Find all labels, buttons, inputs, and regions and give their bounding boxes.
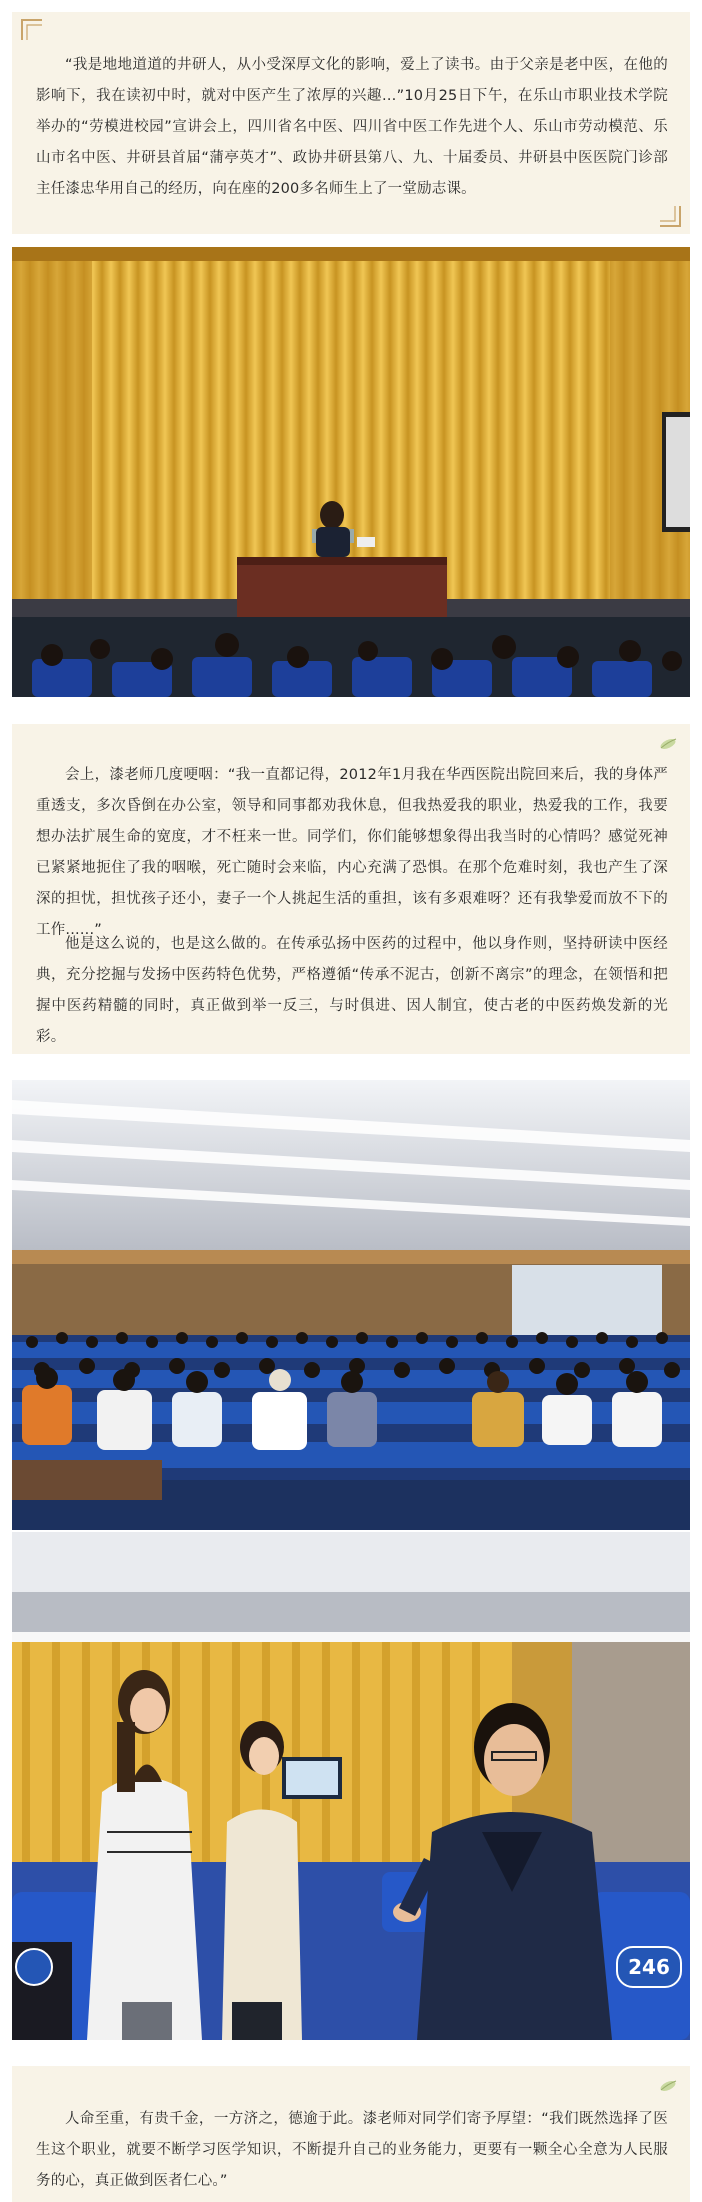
seat-number-label: 246: [628, 1955, 670, 1979]
corner-ornament-icon: [658, 204, 682, 228]
practice-paragraph: 他是这么说的，也是这么做的。在传承弘扬中医药的过程中，他以身作则，坚持研读中医经典，充分挖掘与发扬中医药特色优势，严格遵循“传承不泥古，创新不离宗”的理念，在领悟和把握中医药精髓的同时，真正做到举一反三，与时俱进、因人制宜，使古老的中医药焕发新的光彩。: [36, 936, 668, 1045]
leaf-ornament-icon: [656, 2072, 680, 2096]
speech-card: [12, 724, 690, 1054]
quote-paragraph: 会上，漆老师几度哽咽：“我一直都记得，2012年1月我在华西医院出院回来后，我的身体严重透支，多次昏倒在办公室，领导和同事都劝我休息，但我热爱我的职业，热爱我的工作，我要想办法扩展生命的宽度，才不枉来一世。同学们，你们能够想象得出我当时的心情吗？感觉死神已紧紧地扼住了我的咽喉，死亡随时会来临，内心充满了恐惧。在那个危难时刻，我也产生了深深的担忧，担忧孩子还小，妻子一个人挑起生活的重担，该有多艰难呀？还有我挚爱而放不下的工作......”: [36, 767, 668, 938]
leaf-ornament-icon: [656, 730, 680, 754]
closing-card: [12, 2066, 690, 2202]
teacher-student-photo: [12, 1532, 690, 2040]
corner-ornament-icon: [20, 18, 44, 42]
auditorium-audience-photo: [12, 1080, 690, 1530]
closing-paragraph: 人命至重，有贵千金，一方济之，德逾于此。漆老师对同学们寄予厚望：“我们既然选择了医生这个职业，就要不断学习医学知识，不断提升自己的业务能力，更要有一颗全心全意为人民服务的心，真正做到医者仁心。”: [36, 2111, 668, 2189]
intro-paragraph: “我是地地道道的井研人，从小受深厚文化的影响，爱上了读书。由于父亲是老中医，在他的影响下，我在读初中时，就对中医产生了浓厚的兴趣…”10月25日下午，在乐山市职业技术学院举办的“劳模进校园”宣讲会上，四川省名中医、四川省中医工作先进个人、乐山市劳动模范、乐山市名中医、井研县首届“蒲亭英才”、政协井研县第八、九、十届委员、井研县中医医院门诊部主任漆忠华用自己的经历，向在座的200多名师生上了一堂励志课。: [36, 57, 668, 197]
intro-card: [12, 12, 690, 234]
lecture-stage-photo: [12, 247, 690, 697]
